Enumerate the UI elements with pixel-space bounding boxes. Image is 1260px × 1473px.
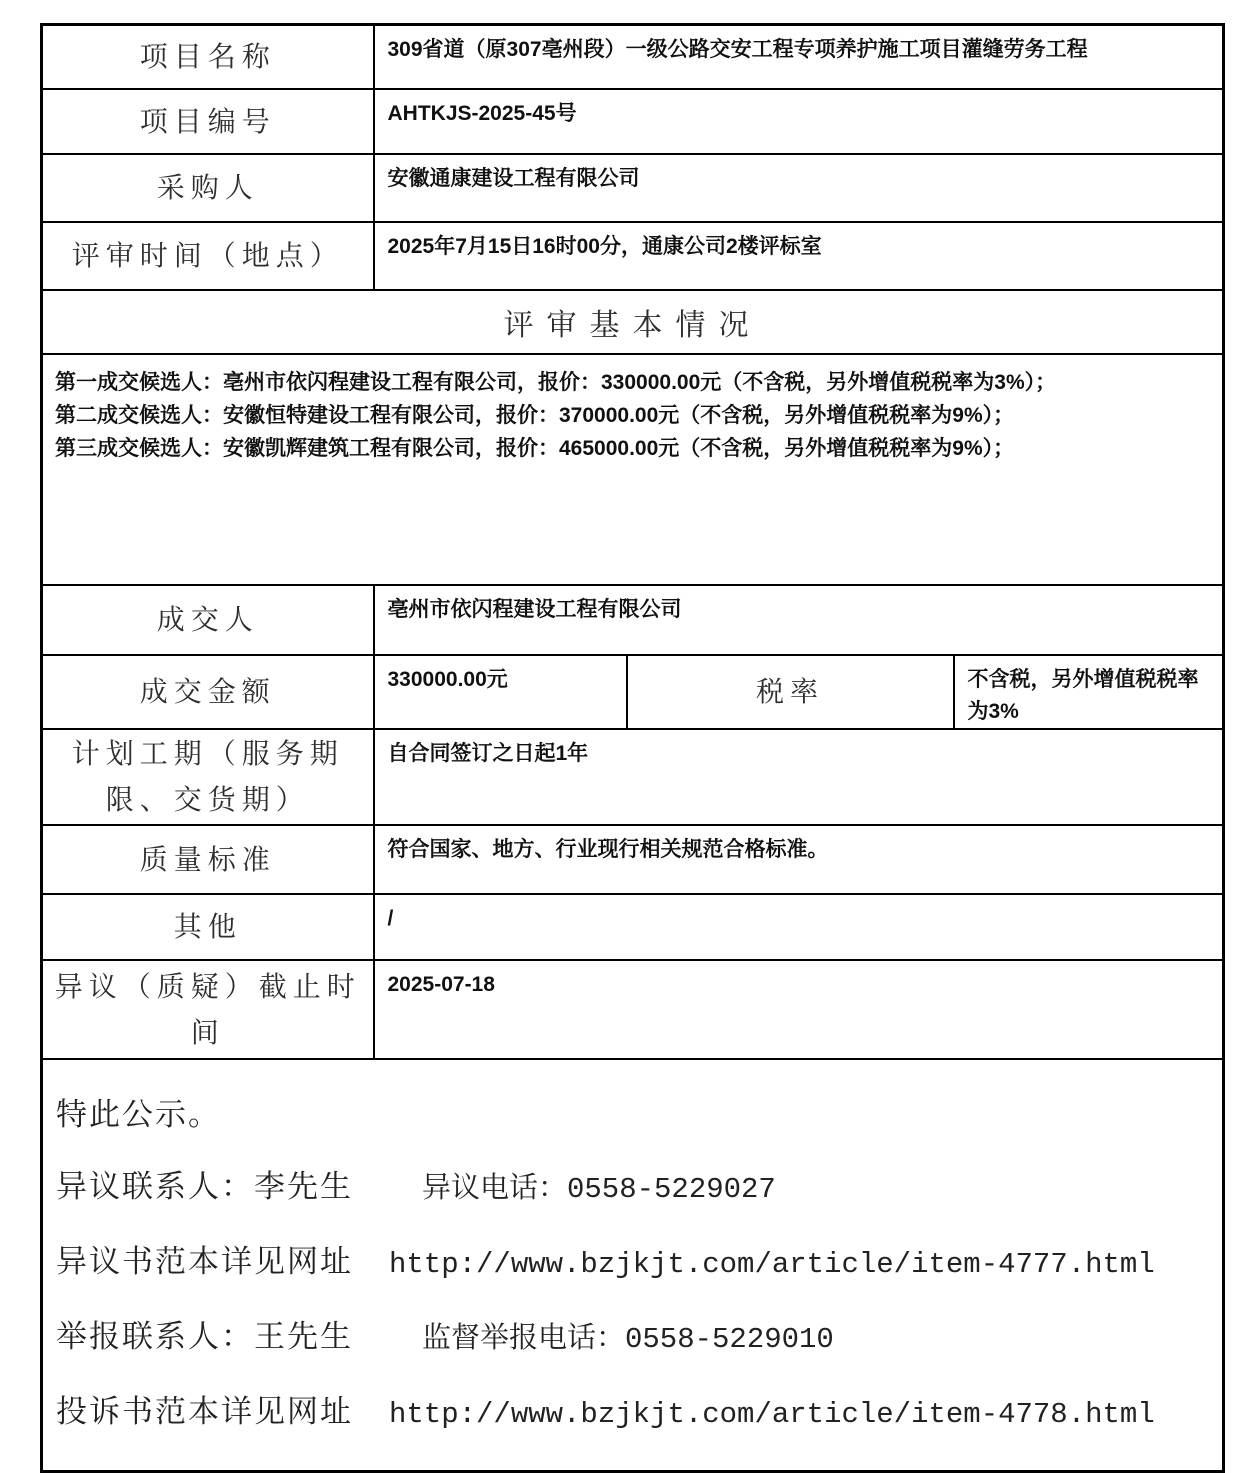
candidate-line-2: 第二成交候选人：安徽恒特建设工程有限公司，报价：370000.00元（不含税，另外增值税税率为9%）； [55,404,1015,427]
report-phone: 监督举报电话：0558-5229010 [422,1323,834,1356]
project-no-value: AHTKJS-2025-45号 [374,89,1224,154]
complaint-template-line [56,1391,1210,1436]
project-name-label: 项目名称 [42,25,374,90]
section-header-row [42,290,1224,354]
project-name-row [42,25,1224,90]
winner-label: 成交人 [42,585,374,655]
candidate-line-1: 第一成交候选人：亳州市依闪程建设工程有限公司，报价：330000.00元（不含税，另外增值税税率为3%）； [55,371,1057,394]
winner-value: 亳州市依闪程建设工程有限公司 [374,585,1224,655]
objection-template-label: 异议书范本详见网址 [56,1244,353,1280]
amount-row [42,655,1224,729]
candidates-cell [42,354,1224,585]
objection-deadline-value: 2025-07-18 [374,960,1224,1059]
winner-row [42,585,1224,655]
tax-label: 税率 [627,655,954,729]
objection-deadline-label: 异议（质疑）截止时间 [42,960,374,1059]
amount-value: 330000.00元 [374,655,627,729]
objection-phone: 异议电话：0558-5229027 [422,1173,776,1206]
other-label: 其他 [42,894,374,960]
review-time-row [42,222,1224,290]
period-row [42,729,1224,825]
objection-deadline-row [42,960,1224,1059]
complaint-template-url: http://www.bzjkjt.com/article/item-4778.html [389,1398,1155,1431]
objection-template-url: http://www.bzjkjt.com/article/item-4777.html [389,1248,1155,1281]
section-header: 评审基本情况 [42,290,1224,354]
review-time-label: 评审时间（地点） [42,222,374,290]
quality-row [42,825,1224,894]
footer-cell [42,1059,1224,1472]
tax-value: 不含税，另外增值税税率为3% [954,655,1224,729]
public-notice-text: 特此公示。 [56,1097,221,1133]
period-label: 计划工期（服务期限、交货期） [42,729,374,825]
report-contact-label: 举报联系人：王先生 [56,1319,353,1355]
report-contact-line [56,1316,1210,1361]
review-time-value: 2025年7月15日16时00分，通康公司2楼评标室 [374,222,1224,290]
purchaser-label: 采购人 [42,154,374,222]
quality-label: 质量标准 [42,825,374,894]
project-no-row [42,89,1224,154]
objection-contact-label: 异议联系人：李先生 [56,1169,353,1205]
project-no-label: 项目编号 [42,89,374,154]
candidate-line-3: 第三成交候选人：安徽凯辉建筑工程有限公司，报价：465000.00元（不含税，另外增值税税率为9%）； [55,437,1015,460]
objection-template-line [56,1241,1210,1286]
amount-label: 成交金额 [42,655,374,729]
candidates-row [42,354,1224,585]
award-notice-table [40,23,1225,1473]
project-name-value: 309省道（原307亳州段）一级公路交安工程专项养护施工项目灌缝劳务工程 [374,25,1224,90]
other-value: / [374,894,1224,960]
footer-row [42,1059,1224,1472]
objection-contact-line [56,1166,1210,1211]
quality-value: 符合国家、地方、行业现行相关规范合格标准。 [374,825,1224,894]
purchaser-row [42,154,1224,222]
other-row [42,894,1224,960]
complaint-template-label: 投诉书范本详见网址 [56,1394,353,1430]
purchaser-value: 安徽通康建设工程有限公司 [374,154,1224,222]
period-value: 自合同签订之日起1年 [374,729,1224,825]
